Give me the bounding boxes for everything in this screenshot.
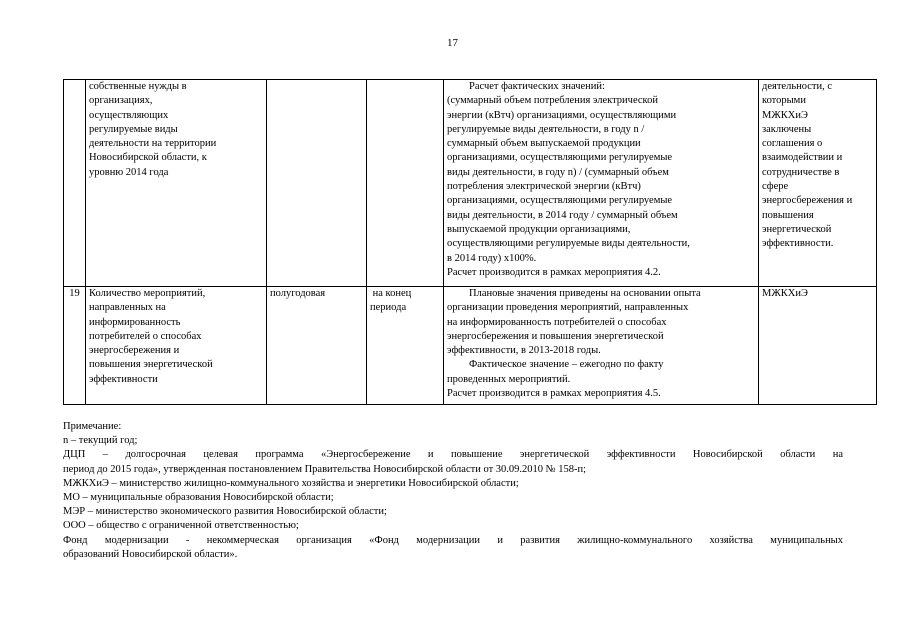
text-line: заключены <box>762 123 812 135</box>
text-line: Плановые значения приведены на основании опыта <box>469 288 701 299</box>
text-line: сотрудничестве в <box>762 166 840 178</box>
text-line: эффективности, в 2013-2018 годы. <box>447 345 601 357</box>
text-line: организациях, <box>89 95 153 107</box>
text-line: соглашения о <box>762 138 823 150</box>
text-line: в 2014 году) х100%. <box>447 252 537 264</box>
text-line: виды деятельности, в году n) / (суммарный объем <box>447 166 669 178</box>
note-mo: МО – муниципальные образования Новосибирской области; <box>63 492 334 504</box>
text-line: Расчет фактических значений: <box>469 81 605 92</box>
text-line: организациями, осуществляющими регулируемые <box>447 195 673 207</box>
text-line: энергии (кВтч) организациями, осуществляющими <box>447 109 677 121</box>
text-line: повышения <box>762 209 814 221</box>
indicator-name-cell <box>86 287 267 405</box>
note-fond-line: образований Новосибирской области». <box>63 548 238 560</box>
text-line: Количество мероприятий, <box>89 288 206 299</box>
table-row <box>64 80 877 287</box>
text-line: которыми <box>762 95 806 107</box>
note-fond-line: Фонд модернизации - некоммерческая организация «Фонд модернизации и развития жилищно-коммунального хозяйства муниципальных <box>63 534 843 546</box>
page-number: 17 <box>447 37 458 49</box>
text-line: сфере <box>762 181 789 193</box>
responsible-cell: МЖКХиЭ <box>759 287 877 405</box>
row-number-cell <box>64 80 86 287</box>
text-line: направленных на <box>89 302 166 314</box>
note-dcp-line: период до 2015 года», утвержденная постановлением Правительства Новосибирской области от 30.09.2010 № 158-п; <box>63 463 587 475</box>
text-line: организации проведения мероприятий, направленных <box>447 302 689 314</box>
text-line: регулируемые виды деятельности, в году n / <box>447 123 645 135</box>
text-line: (суммарный объем потребления электрической <box>447 95 658 107</box>
text-line: эффективности. <box>762 238 834 250</box>
text-line: информированность <box>89 316 181 328</box>
note-mer: МЭР – министерство экономического развития Новосибирской области; <box>63 506 387 518</box>
text-line: виды деятельности, в 2014 году / суммарный объем <box>447 209 678 221</box>
text-line: Фактическое значение – ежегодно по факту <box>469 359 664 371</box>
table-row <box>64 287 877 405</box>
text-line: Расчет производится в рамках мероприятия 4.2. <box>447 266 661 278</box>
text-line: потребления электрической энергии (кВтч) <box>447 181 641 193</box>
text-line: эффективности <box>89 373 158 385</box>
text-line: уровню 2014 года <box>89 166 169 178</box>
text-line: проведенных мероприятий. <box>447 373 571 385</box>
note-n-definition: n – текущий год; <box>63 435 138 447</box>
periodicity-cell: полугодовая <box>267 287 367 405</box>
text-line: энергосбережения и <box>89 345 180 357</box>
text-line: потребителей о способах <box>89 330 202 342</box>
text-line: собственные нужды в <box>89 81 187 92</box>
text-line: энергосбережения и повышения энергетической <box>447 330 664 342</box>
indicator-name-cell <box>86 80 267 287</box>
notes-heading: Примечание: <box>63 421 122 432</box>
text-line: Расчет производится в рамках мероприятия 4.5. <box>447 388 661 400</box>
text-line: деятельности, с <box>762 81 833 92</box>
text-line: повышения энергетической <box>89 359 213 371</box>
text-line: регулируемые виды <box>89 123 178 135</box>
calculation-method-cell <box>444 80 759 287</box>
periodicity-cell <box>267 80 367 287</box>
responsible-cell <box>759 80 877 287</box>
text-line: выпускаемой продукции организациями, <box>447 223 631 235</box>
note-mzhkhie: МЖКХиЭ – министерство жилищно-коммунального хозяйства и энергетики Новосибирской области; <box>63 477 519 489</box>
text-line: взаимодействии и <box>762 152 843 164</box>
timing-cell <box>367 287 444 405</box>
indicators-table <box>63 79 877 405</box>
text-line: Новосибирской области, к <box>89 152 207 164</box>
notes-section <box>63 420 843 562</box>
text-line: периода <box>370 302 407 314</box>
note-dcp-line: ДЦП – долгосрочная целевая программа «Энергосбережение и повышение энергетической эффективности Новосибирской области на <box>63 449 843 461</box>
text-line: энергосбережения и <box>762 195 853 207</box>
text-line: на информированность потребителей о способах <box>447 316 667 328</box>
text-line: энергетической <box>762 223 832 235</box>
text-line: осуществляющими регулируемые виды деятельности, <box>447 238 690 250</box>
calculation-method-cell <box>444 287 759 405</box>
timing-cell <box>367 80 444 287</box>
row-number-cell: 19 <box>64 287 86 405</box>
note-ooo: ООО – общество с ограниченной ответственностью; <box>63 520 299 532</box>
text-line: суммарный объем выпускаемой продукции <box>447 138 641 150</box>
text-line: осуществляющих <box>89 109 169 121</box>
text-line: на конец <box>370 288 412 299</box>
text-line: МЖКХиЭ <box>762 109 808 121</box>
text-line: деятельности на территории <box>89 138 217 150</box>
text-line: организациями, осуществляющими регулируемые <box>447 152 673 164</box>
